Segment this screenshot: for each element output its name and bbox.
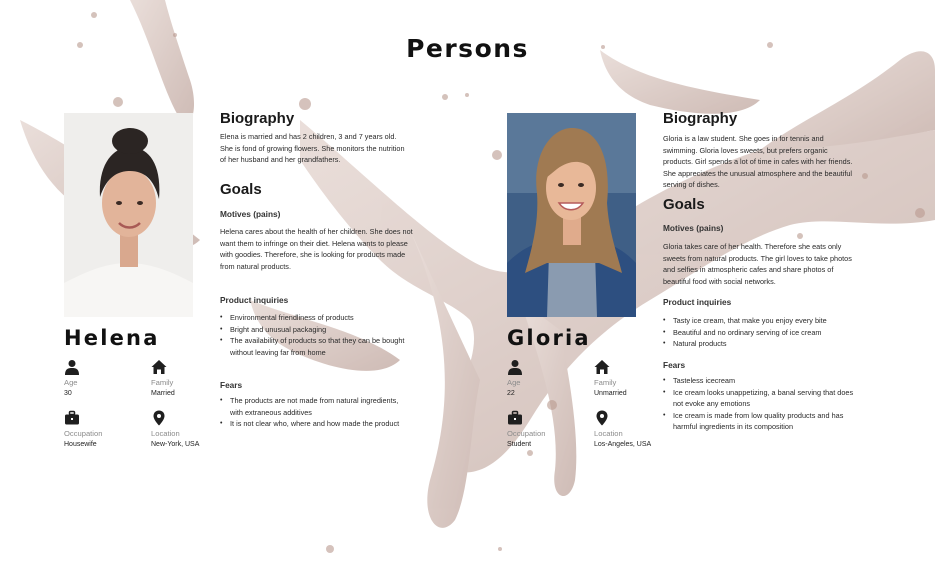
location-label: Location (151, 429, 180, 438)
persona-name: Gloria (507, 326, 591, 350)
list-item: • Natural products (663, 338, 827, 350)
home-icon (594, 359, 610, 375)
list-item: • The products are not made from natural ingredients, (220, 395, 399, 407)
biography-text: Elena is married and has 2 children, 3 and 7 years old. She is fond of growing flowers. She monitors the nutrition of her husband and her grandfathers. (220, 132, 405, 165)
occupation-value: Housewife (64, 441, 97, 448)
briefcase-icon (507, 410, 523, 426)
fears-list (220, 395, 399, 430)
list-item: with extraneous additives (230, 407, 312, 417)
location-pin-icon (151, 410, 167, 426)
list-item: • Ice cream looks unappetizing, a banal serving that does (663, 387, 853, 399)
goals-heading: Goals (220, 181, 262, 198)
list-item: • Bright and unusual packaging (220, 324, 404, 336)
location-value: Los-Angeles, USA (594, 441, 652, 448)
motives-heading: Motives (pains) (663, 223, 724, 233)
list-item: • The availability of products so that they can be bought (220, 335, 404, 347)
occupation-attribute (64, 410, 144, 451)
location-value: New-York, USA (151, 441, 200, 448)
product-inquiries-heading: Product inquiries (220, 295, 289, 305)
occupation-label: Occupation (507, 429, 546, 438)
list-item: • Tasteless icecream (663, 375, 853, 387)
location-pin-icon (594, 410, 610, 426)
list-item: • Beautiful and no ordinary serving of ice cream (663, 327, 827, 339)
occupation-attribute (507, 410, 587, 451)
briefcase-icon (64, 410, 80, 426)
motives-text: Helena cares about the health of her children. She does not want them to infringe on their diet. Helena wants to please with goodies. Therefore, she is looking for products made from natural products. (220, 227, 413, 271)
occupation-value: Student (507, 441, 532, 448)
location-attribute (151, 410, 231, 451)
list-item: harmful ingredients in its composition (673, 422, 794, 432)
person-icon (507, 359, 523, 375)
list-item: without leaving far from home (230, 347, 326, 357)
page-title: Persons (406, 34, 529, 63)
product-inquiries-heading: Product inquiries (663, 297, 732, 307)
family-value: Unmarried (594, 390, 627, 397)
fears-heading: Fears (220, 380, 243, 390)
list-item: • Ice cream is made from low quality products and has (663, 410, 853, 422)
biography-heading: Biography (220, 110, 295, 127)
age-attribute (64, 359, 144, 400)
goals-heading: Goals (663, 196, 705, 213)
list-item: • Tasty ice cream, that make you enjoy every bite (663, 315, 827, 327)
family-attribute (151, 359, 231, 400)
person-icon (64, 359, 80, 375)
location-label: Location (594, 429, 623, 438)
age-value: 22 (507, 390, 515, 397)
age-value: 30 (64, 390, 72, 397)
list-item: • It is not clear who, where and how made the product (220, 418, 399, 430)
product-inquiries-list (220, 312, 404, 358)
fears-list (663, 375, 853, 433)
persona-photo-helena (64, 113, 193, 317)
list-item: not evoke any emotions (673, 399, 751, 409)
biography-heading: Biography (663, 110, 738, 127)
family-label: Family (151, 378, 174, 387)
age-attribute (507, 359, 587, 400)
age-label: Age (64, 378, 78, 387)
family-label: Family (594, 378, 617, 387)
persona-photo-gloria (507, 113, 636, 317)
location-attribute (594, 410, 674, 451)
product-inquiries-list (663, 315, 827, 350)
persona-name: Helena (64, 326, 160, 350)
fears-heading: Fears (663, 360, 686, 370)
list-item: • Environmental friendliness of products (220, 312, 404, 324)
age-label: Age (507, 378, 521, 387)
occupation-label: Occupation (64, 429, 103, 438)
home-icon (151, 359, 167, 375)
family-value: Married (151, 390, 175, 397)
motives-text: Gloria takes care of her health. Therefore she eats only sweets from natural products. The girl loves to take photos and selfies in atmospheric cafes and share photos of beautiful food with social networks. (663, 242, 852, 286)
motives-heading: Motives (pains) (220, 209, 281, 219)
biography-text: Gloria is a law student. She goes in for tennis and swimming. Gloria loves sweets, but prefers organic products. Girl spends a lot of time in cafes with her friends. She appreciates the unusual atmosphere and the beautiful serving of dishes. (663, 134, 853, 190)
family-attribute (594, 359, 674, 400)
